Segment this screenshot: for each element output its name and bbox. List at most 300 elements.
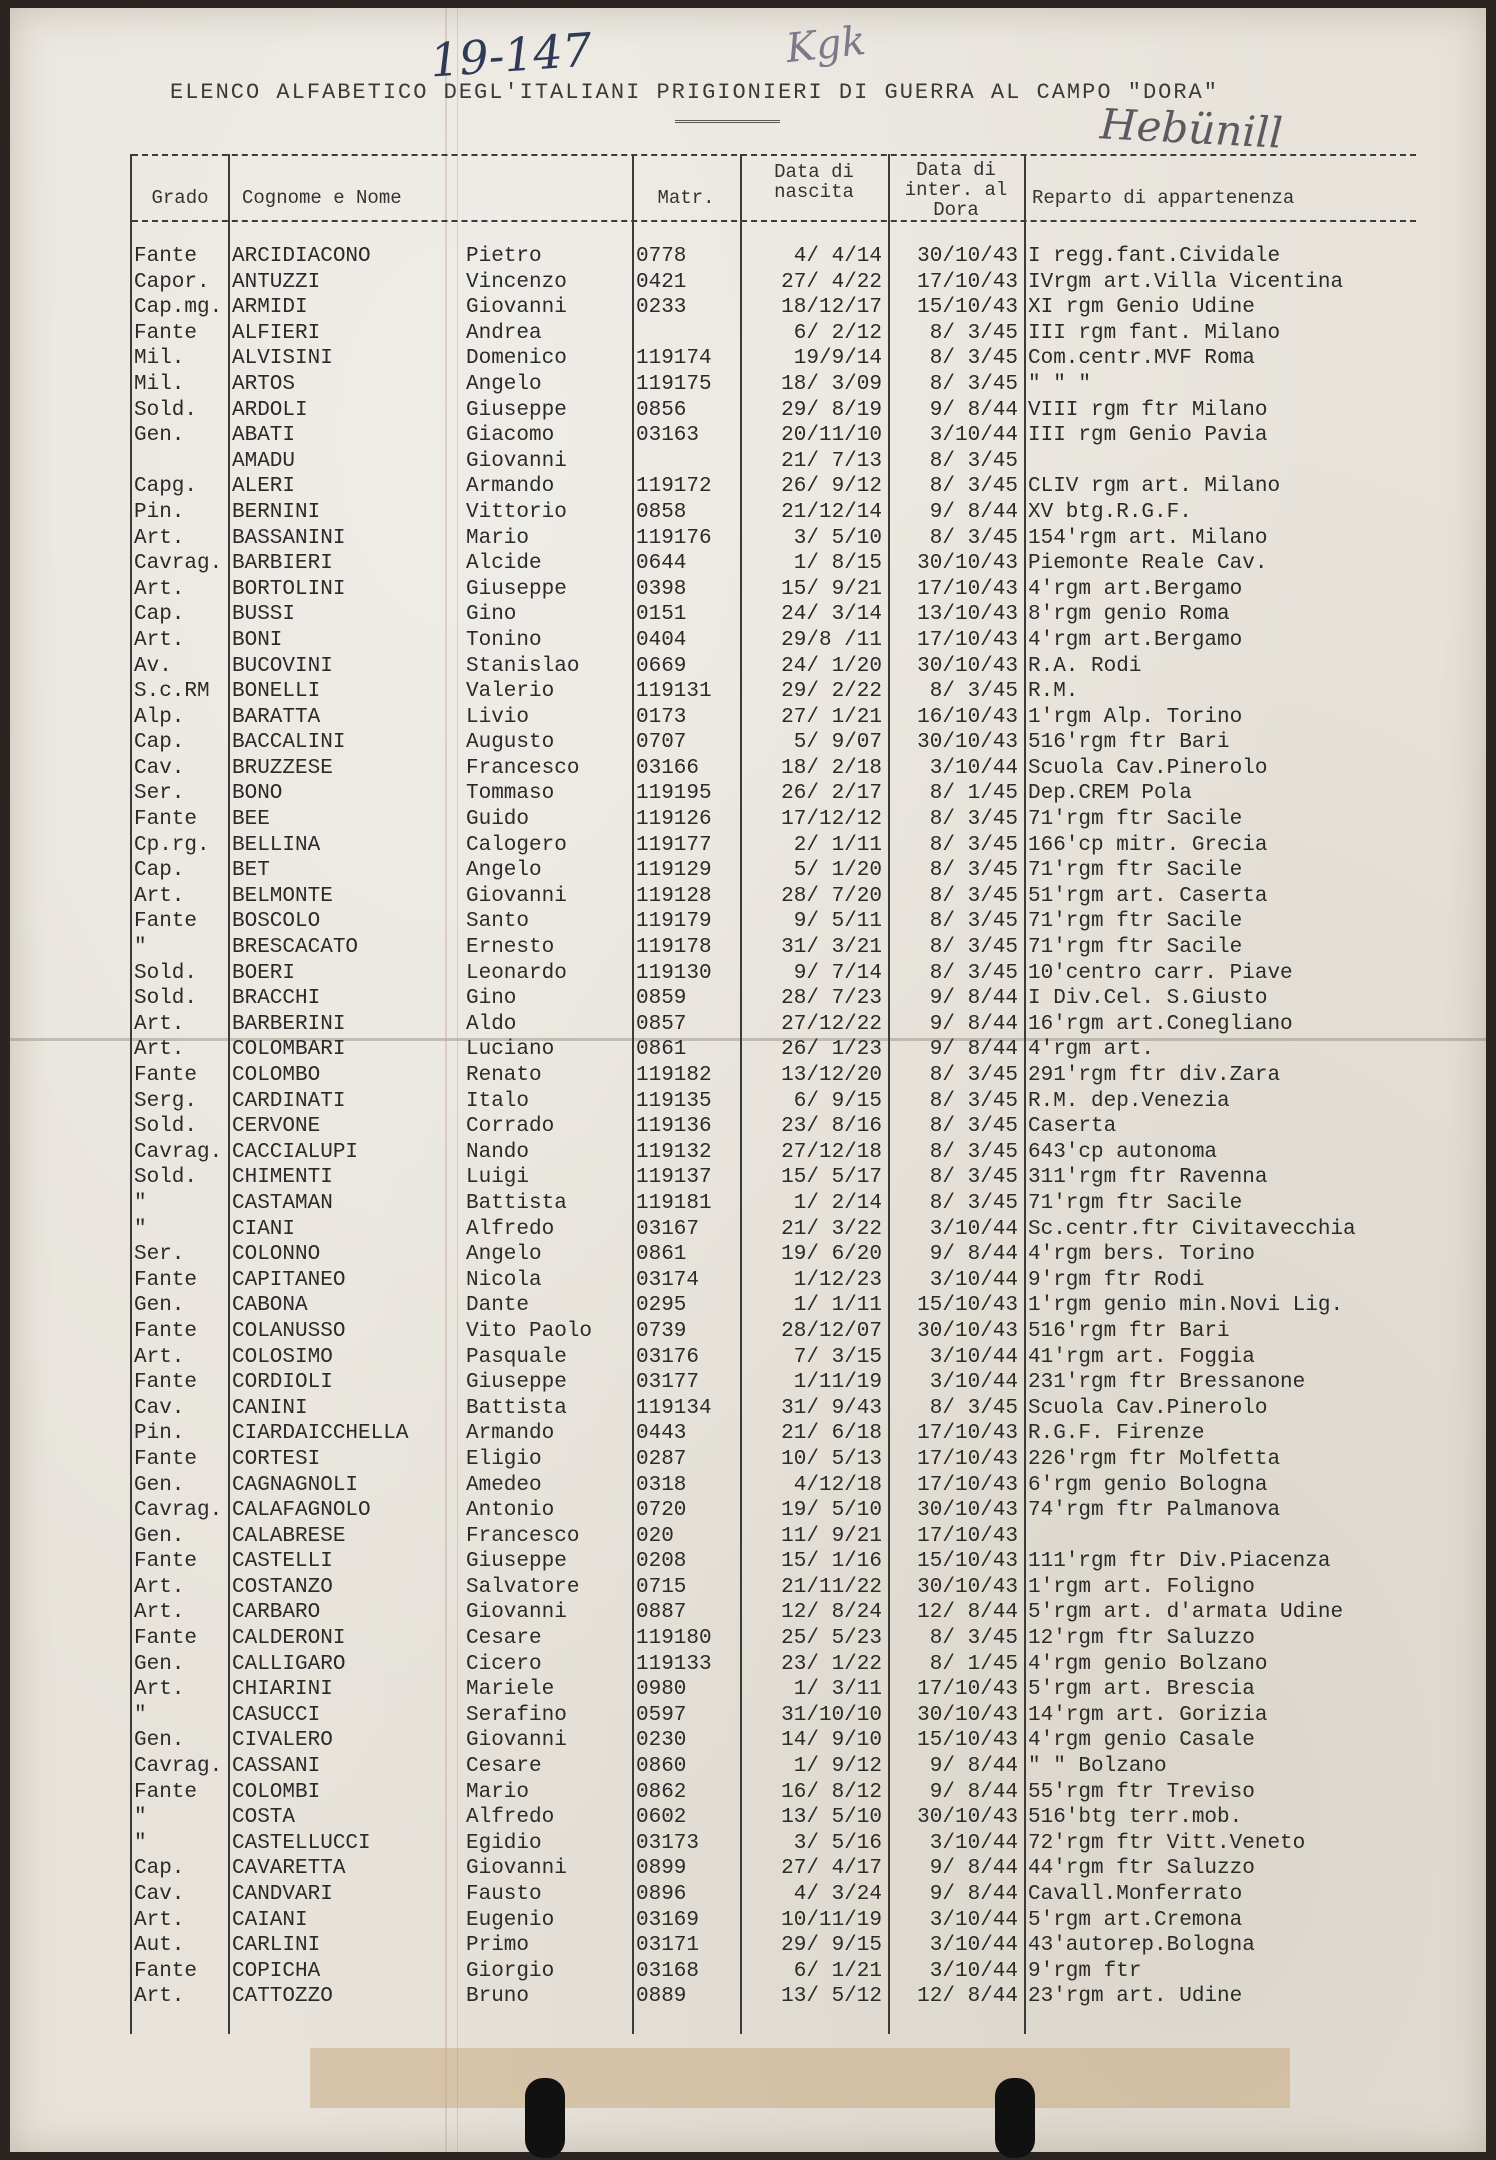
- table-row: [132, 730, 1416, 756]
- cell-matricola: 119129: [636, 859, 712, 883]
- cell-internamento: 30/10/43: [917, 1806, 1018, 1830]
- table-row: [132, 1908, 1416, 1934]
- cell-nome: Mariele: [466, 1678, 555, 1702]
- cell-internamento: 17/10/43: [917, 1422, 1018, 1446]
- cell-matricola: 119126: [636, 808, 712, 832]
- cell-cognome: CALLIGARO: [232, 1652, 346, 1676]
- cell-nascita: 5/ 1/20: [793, 859, 882, 883]
- cell-nascita: 4/ 4/14: [793, 245, 882, 268]
- cell-nascita: 25/ 5/23: [781, 1627, 882, 1651]
- cell-matricola: 119135: [636, 1089, 712, 1113]
- table-header-rule: [132, 220, 1416, 222]
- cell-internamento: 3/10/44: [929, 1268, 1018, 1292]
- cell-internamento: 8/ 3/45: [929, 1089, 1018, 1113]
- cell-nascita: 19/ 5/10: [781, 1499, 882, 1523]
- cell-matricola: 0980: [636, 1678, 687, 1702]
- cell-reparto: Piemonte Reale Cav.: [1028, 552, 1268, 576]
- cell-nome: Italo: [466, 1089, 530, 1113]
- table-row: [132, 1575, 1416, 1601]
- cell-matricola: 119178: [636, 936, 712, 960]
- cell-reparto: III rgm Genio Pavia: [1028, 424, 1268, 448]
- table-row: [132, 654, 1416, 680]
- cell-grado: Gen.: [134, 1294, 185, 1318]
- cell-grado: Mil.: [134, 347, 185, 371]
- cell-matricola: 119131: [636, 680, 712, 704]
- cell-internamento: 17/10/43: [917, 1447, 1018, 1471]
- cell-internamento: 3/10/44: [929, 1371, 1018, 1395]
- cell-internamento: 3/10/44: [929, 1217, 1018, 1241]
- cell-cognome: CALAFAGNOLO: [232, 1499, 371, 1523]
- cell-reparto: Com.centr.MVF Roma: [1028, 347, 1255, 371]
- table-row: [132, 628, 1416, 654]
- cell-nome: Mario: [466, 526, 530, 550]
- cell-grado: Sold.: [134, 961, 198, 985]
- cell-cognome: COLOMBARI: [232, 1038, 346, 1062]
- cell-nome: Fausto: [466, 1883, 542, 1906]
- cell-grado: Ser.: [134, 782, 185, 806]
- cell-internamento: 8/ 3/45: [929, 961, 1018, 985]
- cell-grado: Art.: [134, 1908, 185, 1932]
- table-row: [132, 935, 1416, 961]
- cell-cognome: BRACCHI: [232, 987, 321, 1011]
- cell-nome: Giorgio: [466, 1959, 555, 1983]
- cell-nascita: 29/8 /11: [781, 628, 882, 652]
- cell-internamento: 30/10/43: [917, 654, 1018, 678]
- cell-nascita: 1/ 3/11: [793, 1678, 882, 1702]
- cell-matricola: 0860: [636, 1755, 687, 1779]
- cell-matricola: 119195: [636, 782, 712, 806]
- table-row: [132, 833, 1416, 859]
- cell-internamento: 8/ 3/45: [929, 347, 1018, 371]
- cell-nome: Eugenio: [466, 1908, 555, 1932]
- cell-nome: Eligio: [466, 1447, 542, 1471]
- cell-nascita: 16/ 8/12: [781, 1780, 882, 1804]
- cell-matricola: 03167: [636, 1217, 700, 1241]
- cell-nome: Giuseppe: [466, 1371, 567, 1395]
- cell-nascita: 23/ 1/22: [781, 1652, 882, 1676]
- cell-internamento: 30/10/43: [917, 1499, 1018, 1523]
- cell-nome: Angelo: [466, 372, 542, 396]
- cell-nome: Giovanni: [466, 1857, 567, 1881]
- cell-matricola: 119130: [636, 961, 712, 985]
- cell-cognome: COLOMBO: [232, 1064, 321, 1087]
- table-row: [132, 602, 1416, 628]
- cell-matricola: 119174: [636, 347, 712, 371]
- cell-nome: Santo: [466, 910, 530, 934]
- cell-internamento: 17/10/43: [917, 577, 1018, 601]
- cell-matricola: 03171: [636, 1934, 700, 1958]
- cell-reparto: IVrgm art.Villa Vicentina: [1028, 270, 1344, 294]
- cell-matricola: 0443: [636, 1422, 687, 1446]
- cell-nascita: 24/ 3/14: [781, 603, 882, 627]
- cell-internamento: 17/10/43: [917, 1524, 1018, 1548]
- cell-matricola: 119180: [636, 1627, 712, 1651]
- cell-cognome: CARLINI: [232, 1934, 321, 1958]
- cell-nascita: 21/ 7/13: [781, 449, 882, 473]
- cell-reparto: 43'autorep.Bologna: [1028, 1934, 1255, 1958]
- cell-nascita: 27/ 1/21: [781, 705, 882, 729]
- cell-matricola: 119134: [636, 1396, 712, 1420]
- cell-reparto: VIII rgm ftr Milano: [1028, 398, 1268, 422]
- table-row: [132, 1268, 1416, 1294]
- cell-matricola: 0151: [636, 603, 687, 627]
- cell-nascita: 31/ 9/43: [781, 1396, 882, 1420]
- document-sheet: [10, 8, 1486, 2152]
- cell-matricola: 0856: [636, 398, 687, 422]
- cell-nome: Francesco: [466, 1524, 580, 1548]
- cell-internamento: 8/ 3/45: [929, 1191, 1018, 1215]
- cell-grado: S.c.RM: [134, 680, 210, 704]
- cell-reparto: 1'rgm genio min.Novi Lig.: [1028, 1294, 1344, 1318]
- cell-grado: Fante: [134, 1959, 198, 1983]
- cell-grado: Art.: [134, 628, 185, 652]
- cell-cognome: BOSCOLO: [232, 910, 321, 934]
- cell-nome: Alfredo: [466, 1806, 555, 1830]
- cell-matricola: 119136: [636, 1115, 712, 1139]
- cell-grado: Art.: [134, 526, 185, 550]
- cell-nascita: 13/ 5/12: [781, 1985, 882, 2009]
- cell-grado: Gen.: [134, 1473, 185, 1497]
- cell-matricola: 0295: [636, 1294, 687, 1318]
- cell-nascita: 13/12/20: [781, 1064, 882, 1087]
- cell-internamento: 12/ 8/44: [917, 1985, 1018, 2009]
- cell-grado: Fante: [134, 1627, 198, 1651]
- cell-grado: Pin.: [134, 1422, 185, 1446]
- table-row: [132, 551, 1416, 577]
- cell-grado: Fante: [134, 910, 198, 934]
- table-row: [132, 1600, 1416, 1626]
- cell-internamento: 9/ 8/44: [929, 1883, 1018, 1906]
- cell-matricola: 0233: [636, 296, 687, 320]
- table-row: [132, 1217, 1416, 1243]
- cell-nome: Renato: [466, 1064, 542, 1087]
- cell-matricola: 0861: [636, 1038, 687, 1062]
- cell-nome: Nicola: [466, 1268, 542, 1292]
- cell-internamento: 17/10/43: [917, 1678, 1018, 1702]
- cell-internamento: 30/10/43: [917, 1703, 1018, 1727]
- cell-matricola: 0173: [636, 705, 687, 729]
- cell-nascita: 28/ 7/20: [781, 884, 882, 908]
- cell-nascita: 29/ 9/15: [781, 1934, 882, 1958]
- cell-nome: Guido: [466, 808, 530, 832]
- cell-internamento: 8/ 3/45: [929, 833, 1018, 857]
- cell-internamento: 8/ 3/45: [929, 808, 1018, 832]
- table-row: [132, 1191, 1416, 1217]
- cell-internamento: 30/10/43: [917, 245, 1018, 268]
- table-row: [132, 1780, 1416, 1806]
- table-row: [132, 346, 1416, 372]
- cell-grado: Sold.: [134, 1166, 198, 1190]
- table-row: [132, 1524, 1416, 1550]
- cell-reparto: 12'rgm ftr Saluzzo: [1028, 1627, 1255, 1651]
- cell-internamento: 12/ 8/44: [917, 1601, 1018, 1625]
- cell-cognome: CANINI: [232, 1396, 308, 1420]
- cell-grado: Capor.: [134, 270, 210, 294]
- cell-matricola: 0318: [636, 1473, 687, 1497]
- header-nascita: Data di nascita: [774, 161, 854, 203]
- cell-nome: Serafino: [466, 1703, 567, 1727]
- cell-nascita: 3/ 5/16: [793, 1831, 882, 1855]
- cell-nascita: 4/ 3/24: [793, 1883, 882, 1906]
- cell-nascita: 1/ 2/14: [793, 1191, 882, 1215]
- cell-reparto: 4'rgm genio Casale: [1028, 1729, 1255, 1753]
- cell-grado: Fante: [134, 245, 198, 268]
- cell-matricola: 0398: [636, 577, 687, 601]
- cell-reparto: XI rgm Genio Udine: [1028, 296, 1255, 320]
- cell-grado: Alp.: [134, 705, 185, 729]
- cell-matricola: 119179: [636, 910, 712, 934]
- cell-cognome: ABATI: [232, 424, 296, 448]
- table-row: [132, 1498, 1416, 1524]
- cell-cognome: ARCIDIACONO: [232, 245, 371, 268]
- cell-grado: Cap.: [134, 731, 185, 755]
- table-row: [132, 909, 1416, 935]
- cell-grado: Gen.: [134, 1652, 185, 1676]
- cell-matricola: 0739: [636, 1319, 687, 1343]
- cell-matricola: 0287: [636, 1447, 687, 1471]
- cell-internamento: 3/10/44: [929, 424, 1018, 448]
- table-row: [132, 1831, 1416, 1857]
- cell-nome: Tonino: [466, 628, 542, 652]
- cell-nascita: 15/ 9/21: [781, 577, 882, 601]
- cell-grado: Capg.: [134, 475, 198, 499]
- cell-nascita: 21/ 6/18: [781, 1422, 882, 1446]
- cell-internamento: 17/10/43: [917, 270, 1018, 294]
- cell-grado: Cap.mg.: [134, 296, 223, 320]
- cell-reparto: 291'rgm ftr div.Zara: [1028, 1064, 1281, 1087]
- cell-internamento: 30/10/43: [917, 1319, 1018, 1343]
- cell-nome: Augusto: [466, 731, 555, 755]
- cell-reparto: 226'rgm ftr Molfetta: [1028, 1447, 1281, 1471]
- cell-cognome: CAVARETTA: [232, 1857, 346, 1881]
- binder-area: [10, 2048, 1486, 2158]
- cell-cognome: ANTUZZI: [232, 270, 321, 294]
- cell-matricola: 03163: [636, 424, 700, 448]
- cell-grado: Fante: [134, 1319, 198, 1343]
- cell-grado: Art.: [134, 1678, 185, 1702]
- table-row: [132, 1370, 1416, 1396]
- cell-nome: Cesare: [466, 1627, 542, 1651]
- cell-grado: Av.: [134, 654, 172, 678]
- cell-internamento: 15/10/43: [917, 1729, 1018, 1753]
- cell-reparto: 9'rgm ftr Rodi: [1028, 1268, 1205, 1292]
- cell-internamento: 3/10/44: [929, 1908, 1018, 1932]
- cell-cognome: CASSANI: [232, 1755, 321, 1779]
- cell-matricola: 03166: [636, 756, 700, 780]
- table-row: [132, 1165, 1416, 1191]
- cell-nascita: 28/12/07: [781, 1319, 882, 1343]
- cell-grado: ": [134, 1703, 147, 1727]
- cell-reparto: I regg.fant.Cividale: [1028, 245, 1281, 268]
- cell-nome: Giuseppe: [466, 1550, 567, 1574]
- cell-grado: Cav.: [134, 1883, 185, 1906]
- cell-grado: Art.: [134, 1601, 185, 1625]
- cell-cognome: BELLINA: [232, 833, 321, 857]
- table-row: [132, 1012, 1416, 1038]
- cell-cognome: CANDVARI: [232, 1883, 333, 1906]
- cell-matricola: 0404: [636, 628, 687, 652]
- cell-internamento: 8/ 3/45: [929, 936, 1018, 960]
- cell-grado: Art.: [134, 1575, 185, 1599]
- cell-nascita: 18/12/17: [781, 296, 882, 320]
- cell-matricola: 0889: [636, 1985, 687, 2009]
- cell-matricola: 119176: [636, 526, 712, 550]
- cell-matricola: 0720: [636, 1499, 687, 1523]
- table-row: [132, 423, 1416, 449]
- cell-reparto: 4'rgm genio Bolzano: [1028, 1652, 1268, 1676]
- cell-nome: Pasquale: [466, 1345, 567, 1369]
- cell-cognome: BOERI: [232, 961, 296, 985]
- table-row: [132, 1345, 1416, 1371]
- cell-nascita: 29/ 8/19: [781, 398, 882, 422]
- cell-reparto: " " ": [1028, 372, 1092, 396]
- cell-internamento: 3/10/44: [929, 1345, 1018, 1369]
- cell-grado: Art.: [134, 884, 185, 908]
- cell-cognome: ARDOLI: [232, 398, 308, 422]
- cell-nome: Tommaso: [466, 782, 555, 806]
- cell-cognome: CHIARINI: [232, 1678, 333, 1702]
- cell-reparto: CLIV rgm art. Milano: [1028, 475, 1281, 499]
- table-row: [132, 884, 1416, 910]
- table-row: [132, 1626, 1416, 1652]
- cell-nascita: 21/12/14: [781, 500, 882, 524]
- cell-internamento: 8/ 3/45: [929, 372, 1018, 396]
- cell-internamento: 30/10/43: [917, 731, 1018, 755]
- cell-cognome: CALDERONI: [232, 1627, 346, 1651]
- cell-cognome: BARATTA: [232, 705, 321, 729]
- cell-cognome: CASUCCI: [232, 1703, 321, 1727]
- cell-cognome: CASTELLUCCI: [232, 1831, 371, 1855]
- cell-internamento: 9/ 8/44: [929, 1857, 1018, 1881]
- cell-grado: Cav.: [134, 756, 185, 780]
- cell-grado: Ser.: [134, 1243, 185, 1267]
- cell-grado: Serg.: [134, 1089, 198, 1113]
- cell-reparto: 5'rgm art.Cremona: [1028, 1908, 1243, 1932]
- table-row: [132, 1805, 1416, 1831]
- cell-nascita: 31/ 3/21: [781, 936, 882, 960]
- cell-internamento: 9/ 8/44: [929, 1780, 1018, 1804]
- table-row: [132, 1114, 1416, 1140]
- cell-nascita: 6/ 9/15: [793, 1089, 882, 1113]
- cell-reparto: 6'rgm genio Bologna: [1028, 1473, 1268, 1497]
- table-row: [132, 1319, 1416, 1345]
- cell-reparto: 41'rgm art. Foggia: [1028, 1345, 1255, 1369]
- cell-reparto: 4'rgm bers. Torino: [1028, 1243, 1255, 1267]
- cell-grado: Art.: [134, 1345, 185, 1369]
- cell-internamento: 17/10/43: [917, 628, 1018, 652]
- punch-hole: [525, 2078, 565, 2158]
- cell-reparto: 166'cp mitr. Grecia: [1028, 833, 1268, 857]
- cell-nascita: 15/ 5/17: [781, 1166, 882, 1190]
- cell-internamento: 9/ 8/44: [929, 1012, 1018, 1036]
- cell-nome: Giovanni: [466, 1601, 567, 1625]
- table-row: [132, 705, 1416, 731]
- cell-internamento: 9/ 8/44: [929, 1755, 1018, 1779]
- document-title: ELENCO ALFABETICO DEGL'ITALIANI PRIGIONIERI DI GUERRA AL CAMPO "DORA": [170, 80, 1219, 105]
- cell-matricola: 0715: [636, 1575, 687, 1599]
- cell-grado: Cap.: [134, 603, 185, 627]
- cell-internamento: 30/10/43: [917, 552, 1018, 576]
- cell-nome: Gino: [466, 603, 517, 627]
- cell-nome: Dante: [466, 1294, 530, 1318]
- cell-nascita: 20/11/10: [781, 424, 882, 448]
- cell-nome: Battista: [466, 1396, 567, 1420]
- handwritten-signature: Hebünill: [1098, 99, 1284, 158]
- table-row: [132, 1703, 1416, 1729]
- cell-internamento: 13/10/43: [917, 603, 1018, 627]
- cell-grado: Fante: [134, 808, 198, 832]
- cell-cognome: COLONNO: [232, 1243, 321, 1267]
- cell-matricola: 0597: [636, 1703, 687, 1727]
- cell-cognome: CIARDAICCHELLA: [232, 1422, 409, 1446]
- header-nome: Cognome e Nome: [242, 187, 402, 209]
- cell-matricola: 0861: [636, 1243, 687, 1267]
- cell-grado: Fante: [134, 1447, 198, 1471]
- cell-grado: Cavrag.: [134, 1140, 223, 1164]
- punch-hole: [995, 2078, 1035, 2158]
- cell-reparto: 55'rgm ftr Treviso: [1028, 1780, 1255, 1804]
- cell-matricola: 119181: [636, 1191, 712, 1215]
- table-row: [132, 1856, 1416, 1882]
- cell-reparto: Cavall.Monferrato: [1028, 1883, 1243, 1906]
- cell-nascita: 13/ 5/10: [781, 1806, 882, 1830]
- cell-nascita: 21/11/22: [781, 1575, 882, 1599]
- cell-nome: Valerio: [466, 680, 555, 704]
- cell-nome: Antonio: [466, 1499, 555, 1523]
- cell-internamento: 9/ 8/44: [929, 500, 1018, 524]
- cell-nascita: 7/ 3/15: [793, 1345, 882, 1369]
- cell-reparto: 231'rgm ftr Bressanone: [1028, 1371, 1306, 1395]
- cell-nome: Luigi: [466, 1166, 530, 1190]
- cell-grado: Gen.: [134, 1524, 185, 1548]
- cell-internamento: 3/10/44: [929, 1959, 1018, 1983]
- cell-internamento: 3/10/44: [929, 1934, 1018, 1958]
- cell-reparto: 4'rgm art.: [1028, 1038, 1155, 1062]
- cell-nome: Bruno: [466, 1985, 530, 2009]
- cell-cognome: CORTESI: [232, 1447, 321, 1471]
- cell-nome: Angelo: [466, 859, 542, 883]
- table-row: [132, 398, 1416, 424]
- cell-reparto: 16'rgm art.Conegliano: [1028, 1012, 1293, 1036]
- cell-matricola: 0858: [636, 500, 687, 524]
- cell-reparto: 4'rgm art.Bergamo: [1028, 628, 1243, 652]
- cell-internamento: 8/ 3/45: [929, 910, 1018, 934]
- cell-nascita: 2/ 1/11: [793, 833, 882, 857]
- cell-nome: Andrea: [466, 321, 542, 345]
- cell-reparto: 516'rgm ftr Bari: [1028, 1319, 1230, 1343]
- cell-cognome: BUSSI: [232, 603, 296, 627]
- table-row: [132, 961, 1416, 987]
- cell-nome: Giacomo: [466, 424, 555, 448]
- table-row: [132, 295, 1416, 321]
- table-body: [132, 244, 1416, 2010]
- cell-matricola: 0862: [636, 1780, 687, 1804]
- cell-reparto: XV btg.R.G.F.: [1028, 500, 1192, 524]
- cell-internamento: 16/10/43: [917, 705, 1018, 729]
- cell-internamento: 17/10/43: [917, 1473, 1018, 1497]
- cell-internamento: 8/ 3/45: [929, 449, 1018, 473]
- cell-internamento: 8/ 3/45: [929, 680, 1018, 704]
- cell-reparto: Scuola Cav.Pinerolo: [1028, 756, 1268, 780]
- table-row: [132, 679, 1416, 705]
- cell-matricola: 0859: [636, 987, 687, 1011]
- cell-internamento: 8/ 3/45: [929, 1166, 1018, 1190]
- table-row: [132, 500, 1416, 526]
- cell-matricola: 0896: [636, 1883, 687, 1906]
- cell-matricola: 0887: [636, 1601, 687, 1625]
- cell-nascita: 14/ 9/10: [781, 1729, 882, 1753]
- cell-reparto: R.G.F. Firenze: [1028, 1422, 1205, 1446]
